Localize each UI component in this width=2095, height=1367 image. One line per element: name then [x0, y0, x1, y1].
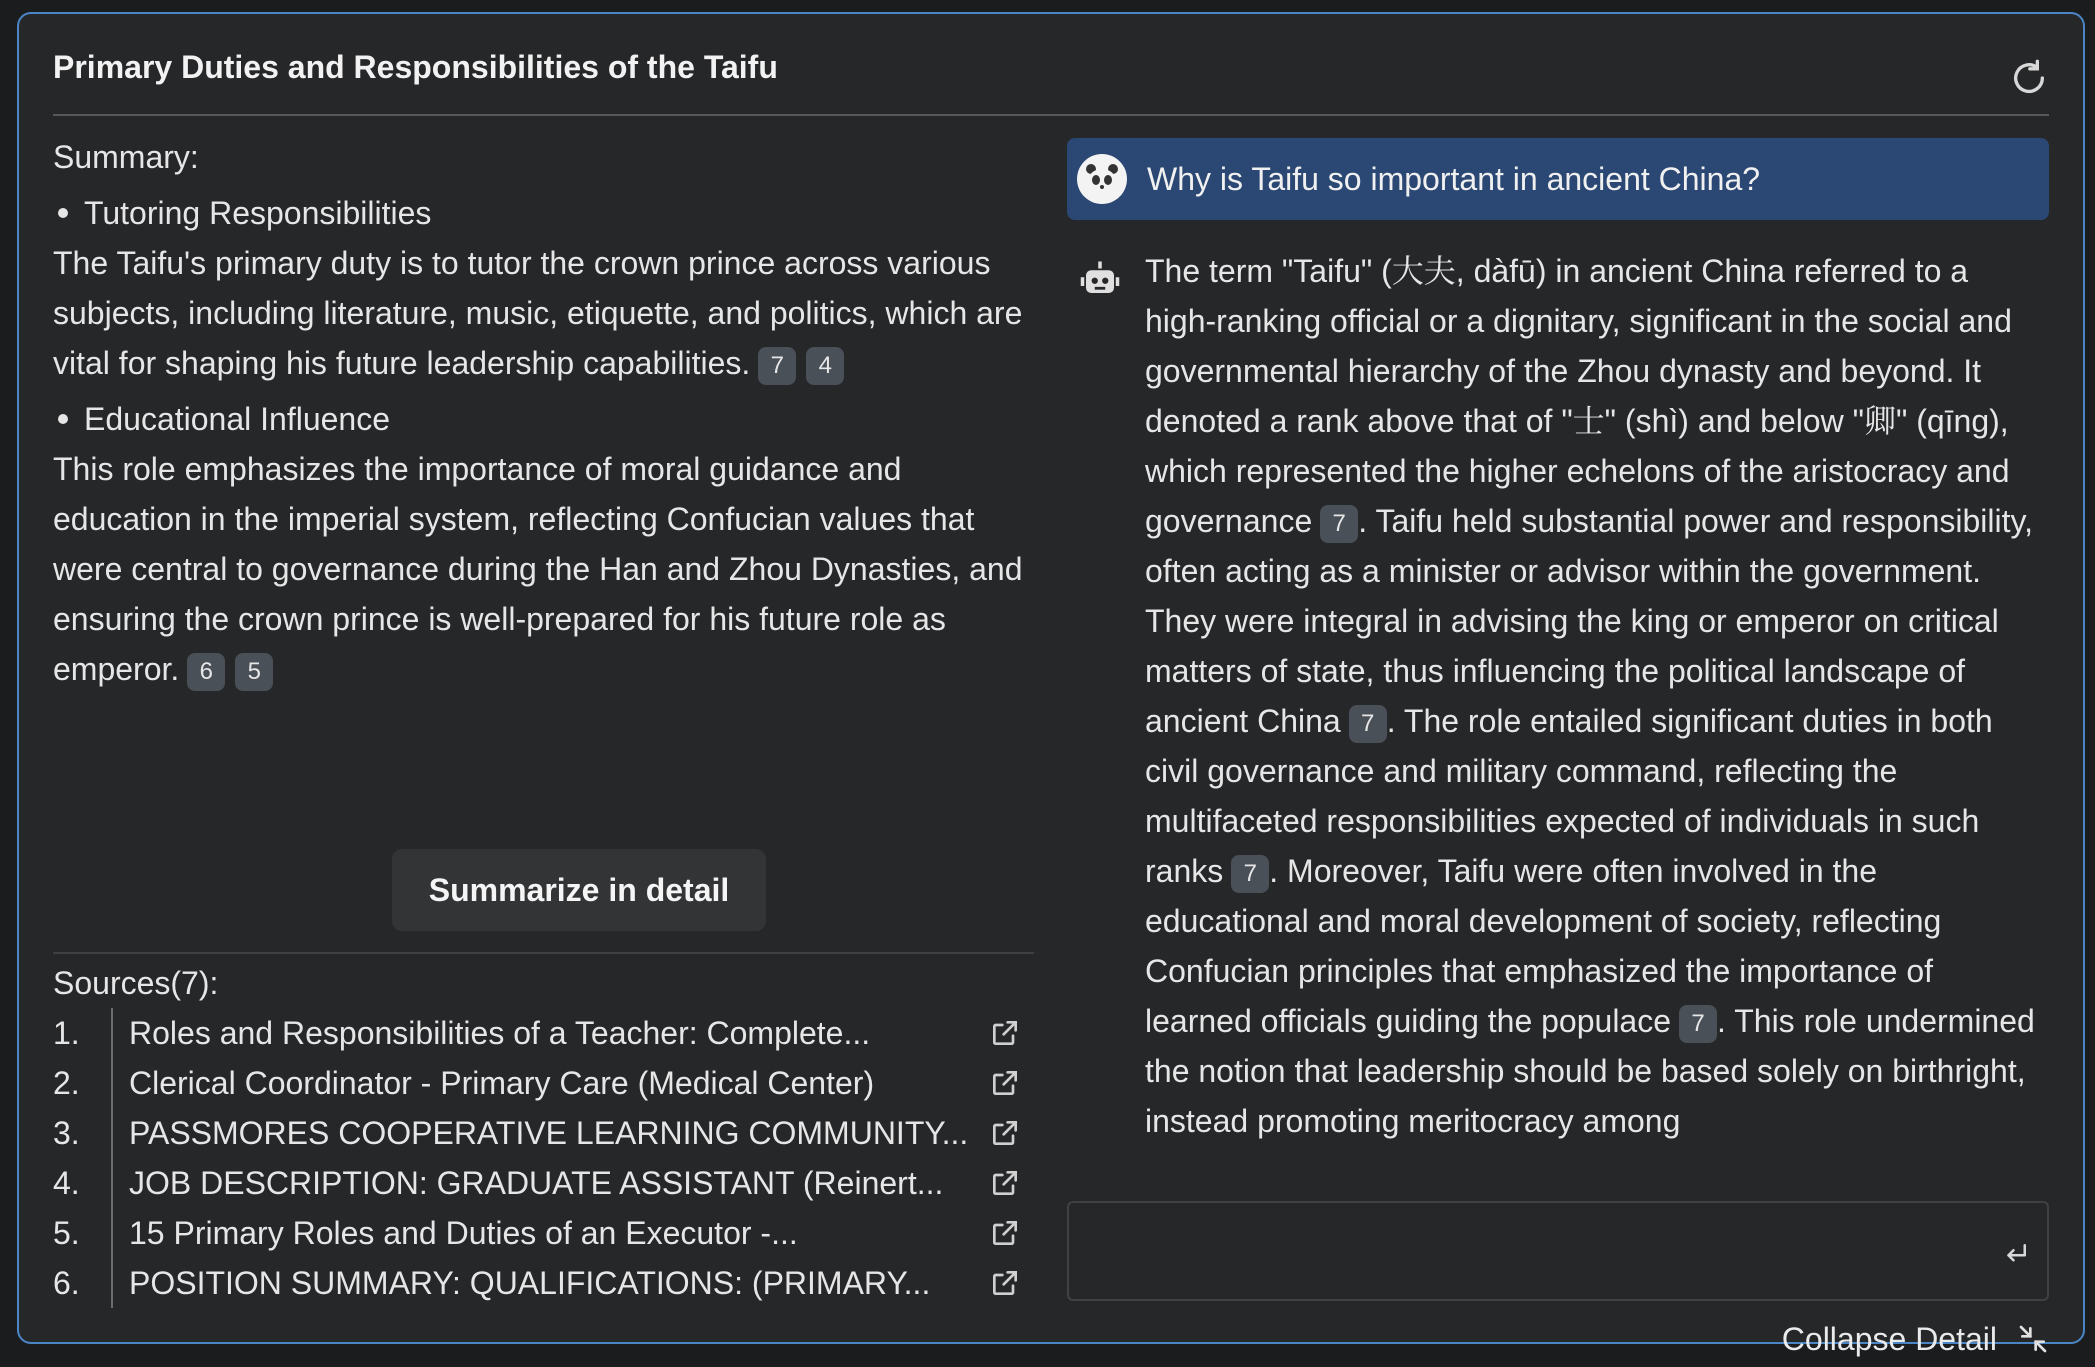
source-title[interactable]: Clerical Coordinator - Primary Care (Medical Center) [129, 1065, 875, 1101]
section-heading: Tutoring Responsibilities [84, 195, 432, 231]
external-link-icon[interactable] [989, 1017, 1021, 1049]
collapse-label: Collapse Detail [1781, 1320, 1997, 1357]
panel-header [53, 14, 2049, 116]
page-title: Primary Duties and Responsibilities of the Taifu [53, 48, 778, 85]
source-divider [111, 1108, 113, 1158]
citation-badge[interactable]: 7 [1231, 855, 1269, 893]
user-question [1067, 138, 2049, 220]
answer-area [1067, 246, 2049, 1166]
chat-input-box[interactable] [1067, 1201, 2049, 1301]
panda-avatar-icon [1082, 159, 1122, 199]
source-item[interactable] [53, 1058, 1033, 1108]
citation-badge[interactable]: 7 [1679, 1005, 1717, 1043]
chat-input[interactable] [1069, 1203, 2047, 1299]
external-link-icon[interactable] [989, 1267, 1021, 1299]
source-item[interactable] [53, 1258, 1033, 1308]
sources-label: Sources(7): [53, 965, 219, 1001]
citation-badge[interactable]: 5 [235, 653, 273, 691]
chat-column [1067, 126, 2049, 1357]
divider [53, 952, 1034, 954]
source-number: 3. [53, 1115, 80, 1151]
source-title[interactable]: JOB DESCRIPTION: GRADUATE ASSISTANT (Reinert... [129, 1165, 944, 1201]
external-link-icon[interactable] [989, 1067, 1021, 1099]
section-text: This role emphasizes the importance of moral guidance and education in the imperial system, reflecting Confucian values that were central to governance during the Han and Zhou Dynasties, and ensuring the crown prince is well-prepared for his future role as emperor. 6 5 [53, 444, 1033, 694]
summary-label: Summary: [53, 139, 199, 175]
collapse-detail-button[interactable] [1782, 1311, 2049, 1367]
summary-bullet [53, 188, 1033, 238]
citation-badge[interactable]: 6 [187, 653, 225, 691]
section-text: The Taifu's primary duty is to tutor the crown prince across various subjects, including literature, music, etiquette, and politics, which are vital for shaping his future leadership capabilities. 7 4 [53, 238, 1033, 388]
citation-badge[interactable]: 7 [758, 347, 796, 385]
enter-icon[interactable] [2001, 1239, 2031, 1269]
citation-badge[interactable]: 7 [1349, 705, 1387, 743]
collapse-icon [2017, 1323, 2049, 1355]
source-divider [111, 1158, 113, 1208]
source-number: 6. [53, 1265, 80, 1301]
external-link-icon[interactable] [989, 1167, 1021, 1199]
source-number: 1. [53, 1015, 80, 1051]
source-divider [111, 1258, 113, 1308]
source-title[interactable]: PASSMORES COOPERATIVE LEARNING COMMUNITY... [129, 1115, 969, 1151]
citation-badge[interactable]: 4 [806, 347, 844, 385]
source-item[interactable] [53, 1008, 1033, 1058]
source-item[interactable] [53, 1208, 1033, 1258]
summary-bullet [53, 394, 1033, 444]
refresh-icon[interactable] [2009, 58, 2049, 98]
user-avatar [1077, 154, 1127, 204]
robot-icon [1079, 258, 1121, 300]
section-heading: Educational Influence [84, 401, 390, 437]
question-text: Why is Taifu so important in ancient China? [1147, 160, 1761, 197]
bullet-dot [58, 414, 68, 424]
source-divider [111, 1058, 113, 1108]
source-divider [111, 1208, 113, 1258]
summary-column [53, 132, 1033, 1301]
source-title[interactable]: 15 Primary Roles and Duties of an Executor -... [129, 1215, 798, 1251]
assistant-answer: The term "Taifu" (大夫, dàfū) in ancient China referred to a high-ranking official or a dignitary, significant in the social and governmental hierarchy of the Zhou dynasty and beyond. It denoted a rank above that of "士" (shì) and below "卿" (qīng), which represented the higher echelons of the aristocracy and governance 7 . Taifu held substantial power and responsibility, often acting as a minister or advisor within the government. They were integral in advising the king or emperor on critical matters of state, thus influencing the political landscape of ancient China 7 . The role entailed significant duties in both civil governance and military command, reflecting the multifaceted responsibilities expected of individuals in such ranks 7 . Moreover, Taifu were often involved in the educational and moral development of society, reflecting Confucian principles that emphasized the importance of learned officials guiding the populace 7 . This role undermined the notion that leadership should be based solely on birthright, instead promoting meritocracy among [1145, 253, 2035, 1139]
source-number: 5. [53, 1215, 80, 1251]
external-link-icon[interactable] [989, 1217, 1021, 1249]
source-item[interactable] [53, 1158, 1033, 1208]
citation-badge[interactable]: 7 [1320, 505, 1358, 543]
bullet-dot [58, 208, 68, 218]
source-item[interactable] [53, 1108, 1033, 1158]
sources-list [53, 1008, 1033, 1301]
source-number: 2. [53, 1065, 80, 1101]
summarize-detail-button[interactable]: Summarize in detail [392, 849, 766, 931]
detail-panel [17, 12, 2085, 1357]
source-number: 4. [53, 1165, 80, 1201]
source-title[interactable]: Roles and Responsibilities of a Teacher: Complete... [129, 1015, 871, 1051]
source-title[interactable]: POSITION SUMMARY: QUALIFICATIONS: (PRIMARY... [129, 1265, 931, 1301]
source-divider [111, 1008, 113, 1058]
external-link-icon[interactable] [989, 1117, 1021, 1149]
